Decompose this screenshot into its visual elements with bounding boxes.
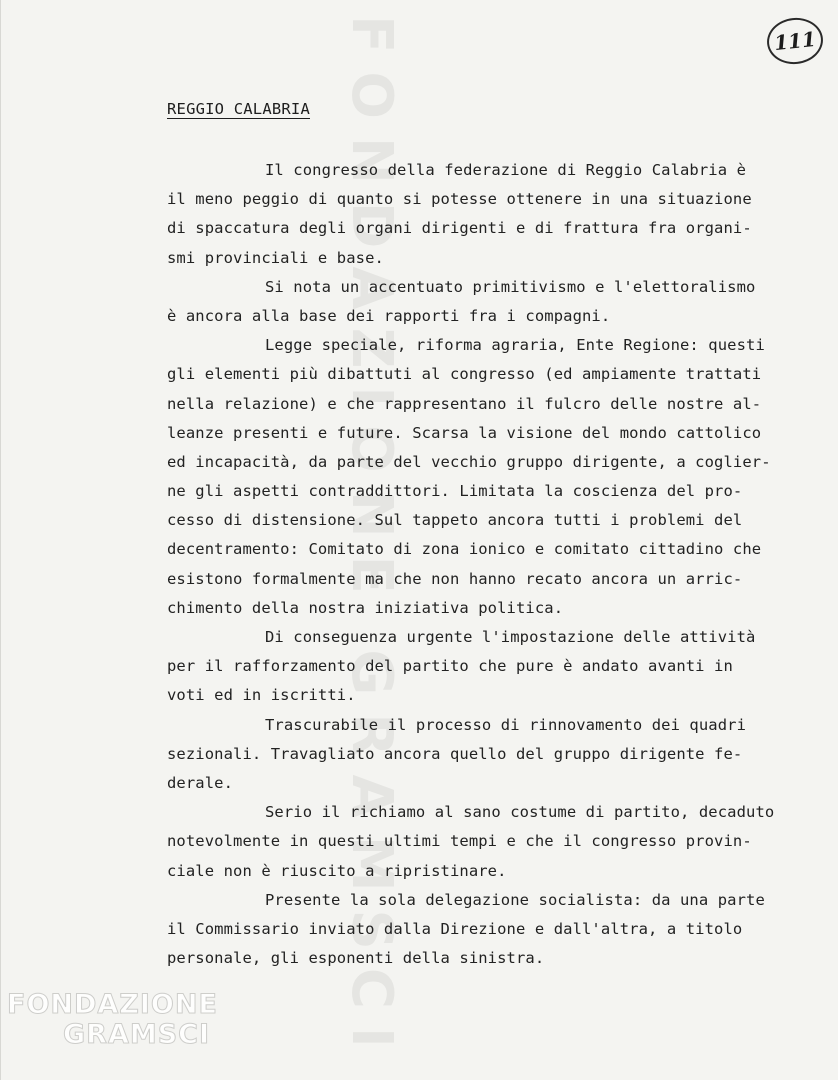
text-line: chimento della nostra iniziativa politica.: [167, 598, 564, 617]
text-line: ed incapacità, da parte del vecchio gruppo dirigente, a coglier-: [167, 452, 771, 471]
text-line: è ancora alla base dei rapporti fra i compagni.: [167, 306, 611, 325]
text-line: gli elementi più dibattuti al congresso (ed ampiamente trattati: [167, 365, 762, 384]
text-line: notevolmente in questi ultimi tempi e che il congresso provin-: [167, 832, 752, 851]
text-line: derale.: [167, 773, 234, 792]
fondazione-gramsci-logo: [7, 990, 217, 1070]
text-line: Il congresso della federazione di Reggio Calabria è: [265, 161, 747, 179]
text-line: Si nota un accentuato primitivismo e l'elettoralismo: [265, 277, 756, 296]
text-line: sezionali. Travagliato ancora quello del gruppo dirigente fe-: [167, 744, 743, 763]
text-line: ciale non è riuscito a ripristinare.: [167, 861, 507, 880]
text-line: Di conseguenza urgente l'impostazione delle attività: [265, 628, 756, 646]
text-line: Legge speciale, riforma agraria, Ente Regione: questi: [265, 336, 765, 355]
text-line: cesso di distensione. Sul tappeto ancora tutti i problemi del: [167, 511, 743, 530]
document-body: [167, 156, 807, 973]
text-line: voti ed in iscritti.: [167, 686, 356, 705]
page-number-stamp: 111: [765, 15, 826, 67]
text-line: per il rafforzamento del partito che pure è andato avanti in: [167, 657, 733, 676]
text-line: personale, gli esponenti della sinistra.: [167, 949, 545, 968]
logo-line: FONDAZIONE: [7, 989, 218, 1020]
text-line: il meno peggio di quanto si potesse ottenere in una situazione: [167, 190, 752, 209]
logo-line: GRAMSCI: [63, 1019, 211, 1050]
text-line: leanze presenti e future. Scarsa la visione del mondo cattolico: [167, 423, 762, 442]
text-line: il Commissario inviato dalla Direzione e dall'altra, a titolo: [167, 919, 743, 938]
document-title: REGGIO CALABRIA: [167, 100, 310, 118]
text-line: ne gli aspetti contraddittori. Limitata la coscienza del pro-: [167, 482, 743, 501]
watermark-text: FONDAZIONE GRAMSCI: [338, 14, 404, 1066]
text-line: Trascurabile il processo di rinnovamento dei quadri: [265, 715, 747, 734]
text-line: di spaccatura degli organi dirigenti e di frattura fra organi-: [167, 219, 752, 238]
text-line: Serio il richiamo al sano costume di partito, decaduto: [265, 803, 775, 822]
text-line: smi provinciali e base.: [167, 248, 384, 267]
text-line: decentramento: Comitato di zona ionico e comitato cittadino che: [167, 540, 762, 559]
text-line: esistono formalmente ma che non hanno recato ancora un arric-: [167, 569, 743, 588]
text-line: nella relazione) e che rappresentano il fulcro delle nostre al-: [167, 394, 762, 413]
text-line: Presente la sola delegazione socialista: da una parte: [265, 890, 765, 909]
